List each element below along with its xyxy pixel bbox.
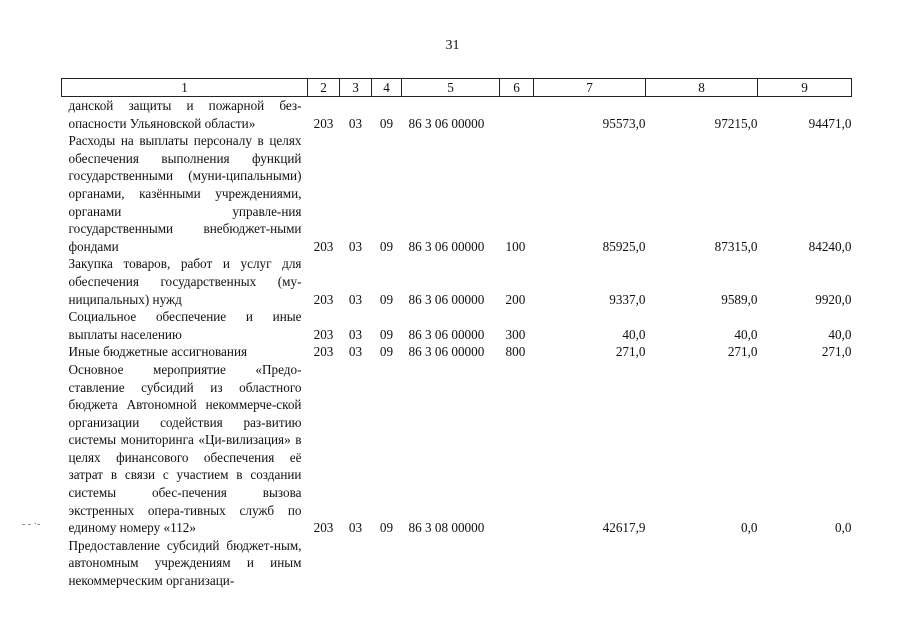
cell-amount-3: 94471,0 (808, 115, 852, 131)
table-row (62, 537, 852, 590)
column-header: 6 (500, 79, 534, 97)
cell-target-code (402, 537, 500, 590)
cell-expense-type: 200 (505, 291, 526, 307)
header-row (62, 79, 852, 97)
cell-amount-3: 0,0 (835, 520, 852, 536)
cell-amount-2: 9589,0 (721, 291, 758, 307)
cell-subsection: 09 (379, 344, 394, 360)
cell-target-code: 86 3 06 00000 (408, 291, 485, 307)
row-name: Иные бюджетные ассигнования (68, 344, 248, 360)
budget-table (61, 78, 852, 590)
cell-expense-type: 800 (505, 344, 526, 360)
cell-expense-type: 100 (505, 238, 526, 254)
column-header: 8 (646, 79, 758, 97)
cell-subsection: 09 (379, 115, 394, 131)
row-name: данской защиты и пожарной без-опасности Ульяновской области» (68, 98, 302, 131)
cell-ministry: 203 (313, 326, 334, 342)
row-name: Основное мероприятие «Предо-ставление субсидий из областного бюджета Автономной некоммерче-ской организации содействия раз-витию системы мониторинга «Ци-вилизация» в целях финансового обеспечения её затрат в связи с участием в создании системы обес-печения вызова экстренных опера-тивных служб по единому номеру «112» (68, 361, 302, 536)
column-header: 2 (308, 79, 340, 97)
cell-subsection: 09 (379, 326, 394, 342)
cell-target-code: 86 3 08 00000 (408, 520, 485, 536)
cell-section: 03 (348, 115, 363, 131)
cell-amount-3: 9920,0 (815, 291, 852, 307)
cell-expense-type (500, 537, 534, 590)
cell-ministry: 203 (313, 344, 334, 360)
cell-section: 03 (348, 326, 363, 342)
row-name: Расходы на выплаты персоналу в целях обеспечения выполнения функций государственными (муни-ципальными) органами, казёнными учреждениями, органами управле-ния государственными внебюджет-ными фондами (68, 133, 302, 254)
scan-artifact: - - ·- (22, 519, 41, 530)
cell-amount-2: 97215,0 (714, 115, 758, 131)
column-header: 5 (402, 79, 500, 97)
cell-amount-3: 84240,0 (808, 238, 852, 254)
column-header: 4 (372, 79, 402, 97)
column-header: 1 (62, 79, 308, 97)
table-row (62, 97, 852, 133)
row-name: Предоставление субсидий бюджет-ным, автономным учреждениям и иным некоммерческим организаци- (68, 537, 302, 589)
cell-expense-type: 300 (505, 326, 526, 342)
cell-subsection: 09 (379, 238, 394, 254)
column-header: 9 (758, 79, 852, 97)
row-name: Закупка товаров, работ и услуг для обеспечения государственных (му-ниципальных) нужд (68, 256, 302, 307)
cell-amount-3: 271,0 (821, 344, 852, 360)
column-header: 7 (534, 79, 646, 97)
cell-ministry: 203 (313, 520, 334, 536)
cell-subsection: 09 (379, 520, 394, 536)
cell-amount-2: 40,0 (734, 326, 758, 342)
table-row (62, 132, 852, 255)
cell-target-code: 86 3 06 00000 (408, 115, 485, 131)
table-row (62, 343, 852, 361)
cell-amount-2: 271,0 (727, 344, 758, 360)
cell-amount-1: 42617,9 (602, 520, 646, 536)
cell-ministry (308, 537, 340, 590)
cell-amount-1: 85925,0 (602, 238, 646, 254)
cell-amount-2 (646, 537, 758, 590)
cell-subsection (372, 537, 402, 590)
cell-section: 03 (348, 520, 363, 536)
cell-section (340, 537, 372, 590)
cell-amount-3: 40,0 (828, 326, 852, 342)
cell-section: 03 (348, 291, 363, 307)
cell-target-code: 86 3 06 00000 (408, 238, 485, 254)
cell-section: 03 (348, 238, 363, 254)
cell-amount-1 (534, 537, 646, 590)
column-header: 3 (340, 79, 372, 97)
page-number: 31 (445, 38, 460, 53)
cell-amount-1: 40,0 (622, 326, 646, 342)
cell-amount-3 (758, 537, 852, 590)
cell-section: 03 (348, 344, 363, 360)
cell-expense-type (500, 97, 534, 133)
cell-subsection: 09 (379, 291, 394, 307)
cell-target-code: 86 3 06 00000 (408, 326, 485, 342)
cell-amount-1: 9337,0 (609, 291, 646, 307)
cell-amount-2: 0,0 (741, 520, 758, 536)
cell-ministry: 203 (313, 291, 334, 307)
row-name: Социальное обеспечение и иные выплаты населению (68, 309, 302, 342)
cell-target-code: 86 3 06 00000 (408, 344, 485, 360)
cell-amount-1: 95573,0 (602, 115, 646, 131)
cell-ministry: 203 (313, 115, 334, 131)
cell-expense-type (500, 361, 534, 537)
cell-amount-2: 87315,0 (714, 238, 758, 254)
table-row (62, 255, 852, 308)
cell-ministry: 203 (313, 238, 334, 254)
cell-amount-1: 271,0 (615, 344, 646, 360)
table-row (62, 308, 852, 343)
table-row (62, 361, 852, 537)
